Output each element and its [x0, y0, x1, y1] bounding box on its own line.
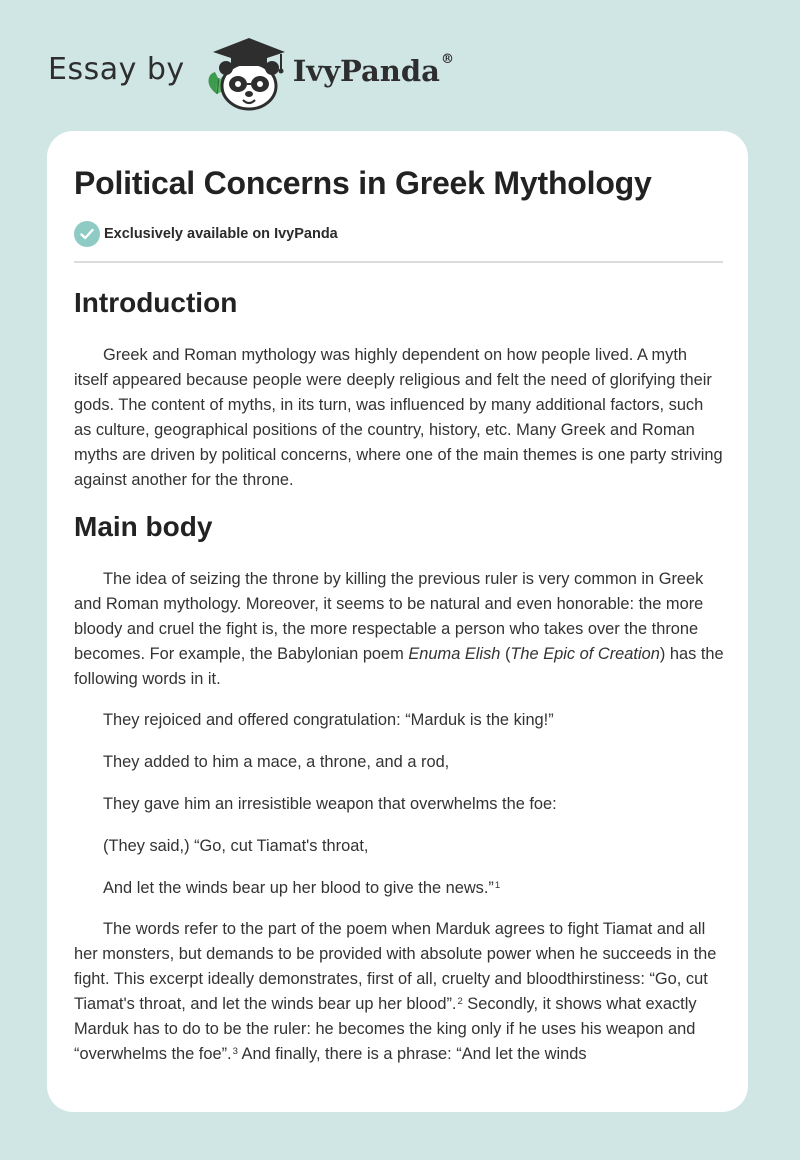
check-circle-icon	[74, 221, 100, 247]
essay-card	[47, 131, 748, 1112]
footnote-ref[interactable]: 3	[232, 1046, 238, 1057]
essay-content	[74, 161, 724, 1067]
verse-line: They rejoiced and offered congratulation: “Marduk is the king!”	[103, 711, 554, 729]
page-title: Political Concerns in Greek Mythology	[74, 165, 652, 201]
footnote-ref[interactable]: 1	[494, 880, 501, 891]
main-paragraph-1: The idea of seizing the throne by killing the previous ruler is very common in Greek and Roman mythology. Moreover, it seems to be natural and even honorable: the more bloody and cruel the fight is, the more respectable a person who takes over the throne becomes. For example, the Babylonian poem Enuma Elish (The Epic of Creation) has the following words in it.	[74, 570, 724, 688]
panda-graduate-logo-icon	[199, 34, 291, 114]
poem-subtitle: The Epic of Creation	[510, 645, 660, 663]
section-heading-introduction: Introduction	[74, 287, 238, 318]
registered-mark: ®	[440, 52, 454, 67]
poem-title: Enuma Elish	[408, 645, 501, 663]
brand-name: IvyPanda®	[292, 52, 454, 88]
exclusive-badge	[74, 221, 724, 247]
section-heading-main-body: Main body	[74, 511, 213, 542]
verse-line: And let the winds bear up her blood to give the news.”$^1$	[103, 879, 501, 897]
essay-by-label: Essay by	[48, 51, 185, 87]
footnote-ref[interactable]: 2	[457, 996, 463, 1007]
main-paragraph-2: The words refer to the part of the poem when Marduk agrees to fight Tiamat and all her monsters, but demands to be provided with absolute power when he succeeds in the fight. This excerpt ideally demonstrates, first of all, cruelty and bloodthirstiness: “Go, cut Tiamat's throat, and let the winds bear up her blood”.$^2$ Secondly, it shows what exactly Marduk has to do to be the ruler: he becomes the king only if he uses his weapon and “overwhelms the foe”.$^3$ And finally, there is a phrase: “And let the winds	[74, 920, 717, 1063]
exclusive-badge-text: Exclusively available on IvyPanda	[104, 226, 338, 242]
verse-line: They added to him a mace, a throne, and a rod,	[103, 753, 450, 771]
verse-line: They gave him an irresistible weapon that overwhelms the foe:	[103, 795, 557, 813]
intro-paragraph: Greek and Roman mythology was highly dependent on how people lived. A myth itself appeared because people were deeply religious and felt the need of glorifying their gods. The content of myths, in its turn, was influenced by many additional factors, such as culture, geographical positions of the country, history, etc. Many Greek and Roman myths are driven by political concerns, where one of the main themes is one party striving against another for the throne.	[74, 346, 723, 489]
site-header	[48, 34, 468, 114]
verse-line: (They said,) “Go, cut Tiamat's throat,	[103, 837, 369, 855]
divider	[74, 261, 723, 263]
